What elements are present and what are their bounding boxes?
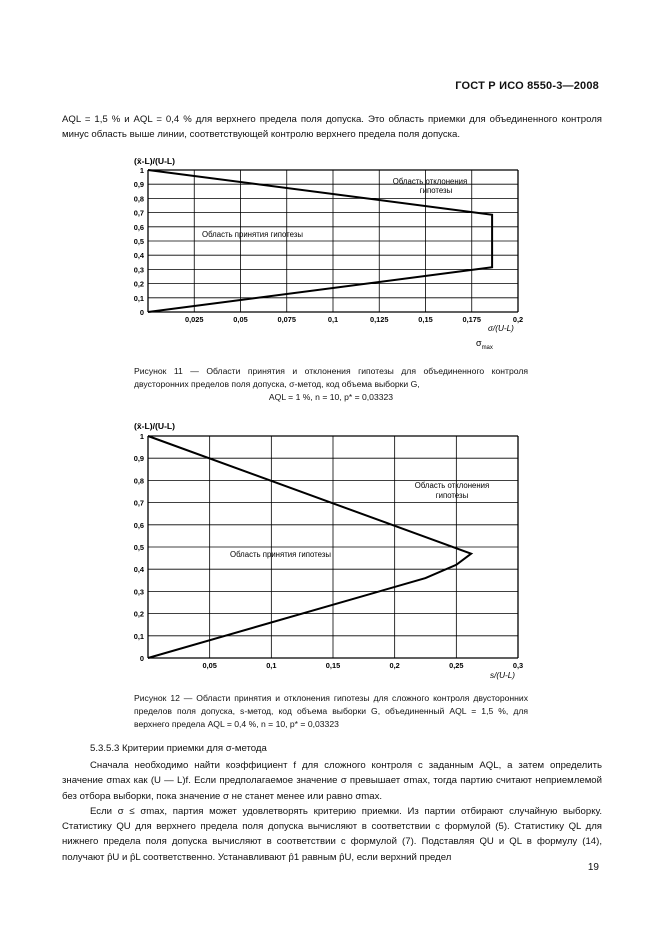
fig11-caption-text: Рисунок 11 — Области принятия и отклонения гипотезы для объединенного контроля двусторонних пределов поля допуска, σ-метод, код объема выборки G, bbox=[134, 366, 528, 389]
x-tick-label: 0,175 bbox=[462, 315, 481, 324]
y-tick-label: 0,6 bbox=[133, 520, 144, 530]
y-tick-label: 0,7 bbox=[133, 208, 144, 218]
y-tick-label: 0 bbox=[139, 308, 144, 317]
fig11-reject-label bbox=[393, 177, 468, 195]
y-tick-label: 0 bbox=[139, 654, 144, 663]
y-tick-label: 0,9 bbox=[133, 454, 144, 464]
y-tick-label: 0,8 bbox=[133, 194, 144, 204]
figure-11-caption bbox=[134, 365, 528, 404]
y-tick-label: 0,6 bbox=[133, 222, 144, 232]
fig11-caption-params: AQL = 1 %, n = 10, p* = 0,03323 bbox=[268, 392, 394, 402]
page-header: ГОСТ Р ИСО 8550-3—2008 bbox=[455, 80, 599, 92]
y-tick-label: 1 bbox=[139, 166, 144, 175]
svg-text:гипотезы: гипотезы bbox=[419, 186, 453, 195]
section-paragraph-1: Сначала необходимо найти коэффициент f для сложного контроля с заданным AQL, а затем определить значение σmax как (U — L)f. Если предполагаемое значение σ превышает σmax, тогда партию считают неприемлемой без отбора выборки, пока значение σ не станет менее или равно σmax. bbox=[62, 760, 602, 802]
x-tick-label: 0,025 bbox=[185, 315, 204, 324]
fig12-reject-label bbox=[415, 481, 490, 500]
y-tick-label: 0,3 bbox=[133, 587, 144, 597]
y-tick-label: 0,7 bbox=[133, 498, 144, 508]
y-tick-label: 0,4 bbox=[133, 565, 144, 575]
section-paragraph-2: Если σ ≤ σmax, партия может удовлетворять критерию приемки. Из партии отбирают случайную выборку. Статистику QU для верхнего предела поля допуска вычисляют в соответствии с формулой (5). Статистику QL для нижнего предела поля допуска вычисляют в соответствии с формулой (7). Подставляя QU и QL в формулу (14), получают p̂U и p̂L соответственно. Устанавливают p̂1 равным p̂U, если верхний предел bbox=[62, 805, 602, 863]
page-number: 19 bbox=[587, 862, 599, 873]
fig12-grid bbox=[148, 436, 518, 658]
svg-text:Область отклонения: Область отклонения bbox=[392, 177, 468, 186]
fig11-sigma-max-label: $\sigma_{max}$ bbox=[476, 338, 493, 351]
y-tick-label: 1 bbox=[139, 432, 144, 441]
x-tick-label: 0,15 bbox=[418, 315, 433, 324]
section-heading: 5.3.5.3 Критерии приемки для σ-метода bbox=[90, 743, 267, 754]
y-tick-label: 0,9 bbox=[133, 180, 144, 190]
x-tick-label: 0,1 bbox=[327, 315, 339, 324]
y-tick-label: 0,5 bbox=[133, 543, 144, 552]
x-tick-label: 0,05 bbox=[202, 661, 217, 670]
x-tick-label: 0,15 bbox=[325, 661, 341, 670]
svg-text:гипотезы: гипотезы bbox=[435, 491, 469, 500]
intro-paragraph: AQL = 1,5 % и AQL = 0,4 % для верхнего предела поля допуска. Это область приемки для объединенного контроля минус область выше линии, соответствующей контролю верхнего предела поля допуска. bbox=[62, 114, 602, 140]
figure-12-chart bbox=[120, 416, 540, 688]
fig11-x-axis-label: σ/(U-L) bbox=[488, 324, 514, 333]
x-tick-label: 0,25 bbox=[449, 661, 464, 670]
fig12-y-axis-label: (x̄-L)/(U-L) bbox=[134, 421, 176, 431]
x-tick-label: 0,05 bbox=[233, 315, 248, 324]
fig11-y-axis-label: (x̄-L)/(U-L) bbox=[134, 156, 176, 166]
y-tick-label: 0,5 bbox=[133, 237, 144, 246]
fig11-grid bbox=[148, 170, 518, 312]
x-tick-label: 0,075 bbox=[277, 315, 296, 324]
figure-12-caption: Рисунок 12 — Области принятия и отклонения гипотезы для сложного контроля двусторонних пределов поля допуска, s-метод, код объема выборки G, объединенный AQL = 1,5 %, для верхнего предела AQL = 0,4 %, n = 10, p* = 0,03323 bbox=[134, 693, 528, 729]
x-tick-label: 0,2 bbox=[389, 661, 400, 670]
y-tick-label: 0,2 bbox=[133, 609, 144, 619]
fig11-tick-labels bbox=[134, 166, 523, 324]
x-tick-label: 0,125 bbox=[370, 315, 389, 324]
x-tick-label: 0,2 bbox=[512, 315, 524, 324]
y-tick-label: 0,1 bbox=[133, 631, 144, 641]
y-tick-label: 0,3 bbox=[133, 265, 144, 275]
y-tick-label: 0,4 bbox=[133, 251, 144, 261]
svg-text:Область отклонения: Область отклонения bbox=[414, 481, 490, 490]
x-tick-label: 0,1 bbox=[266, 661, 277, 670]
fig12-x-axis-label: s/(U-L) bbox=[490, 671, 516, 680]
figure-11-chart bbox=[120, 150, 540, 360]
fig11-accept-label: Область принятия гипотезы bbox=[202, 230, 303, 239]
y-tick-label: 0,8 bbox=[133, 476, 144, 486]
y-tick-label: 0,2 bbox=[133, 279, 144, 289]
section-body bbox=[62, 758, 602, 865]
fig12-accept-label: Область принятия гипотезы bbox=[230, 550, 331, 559]
x-tick-label: 0,3 bbox=[512, 661, 524, 670]
y-tick-label: 0,1 bbox=[133, 293, 144, 303]
